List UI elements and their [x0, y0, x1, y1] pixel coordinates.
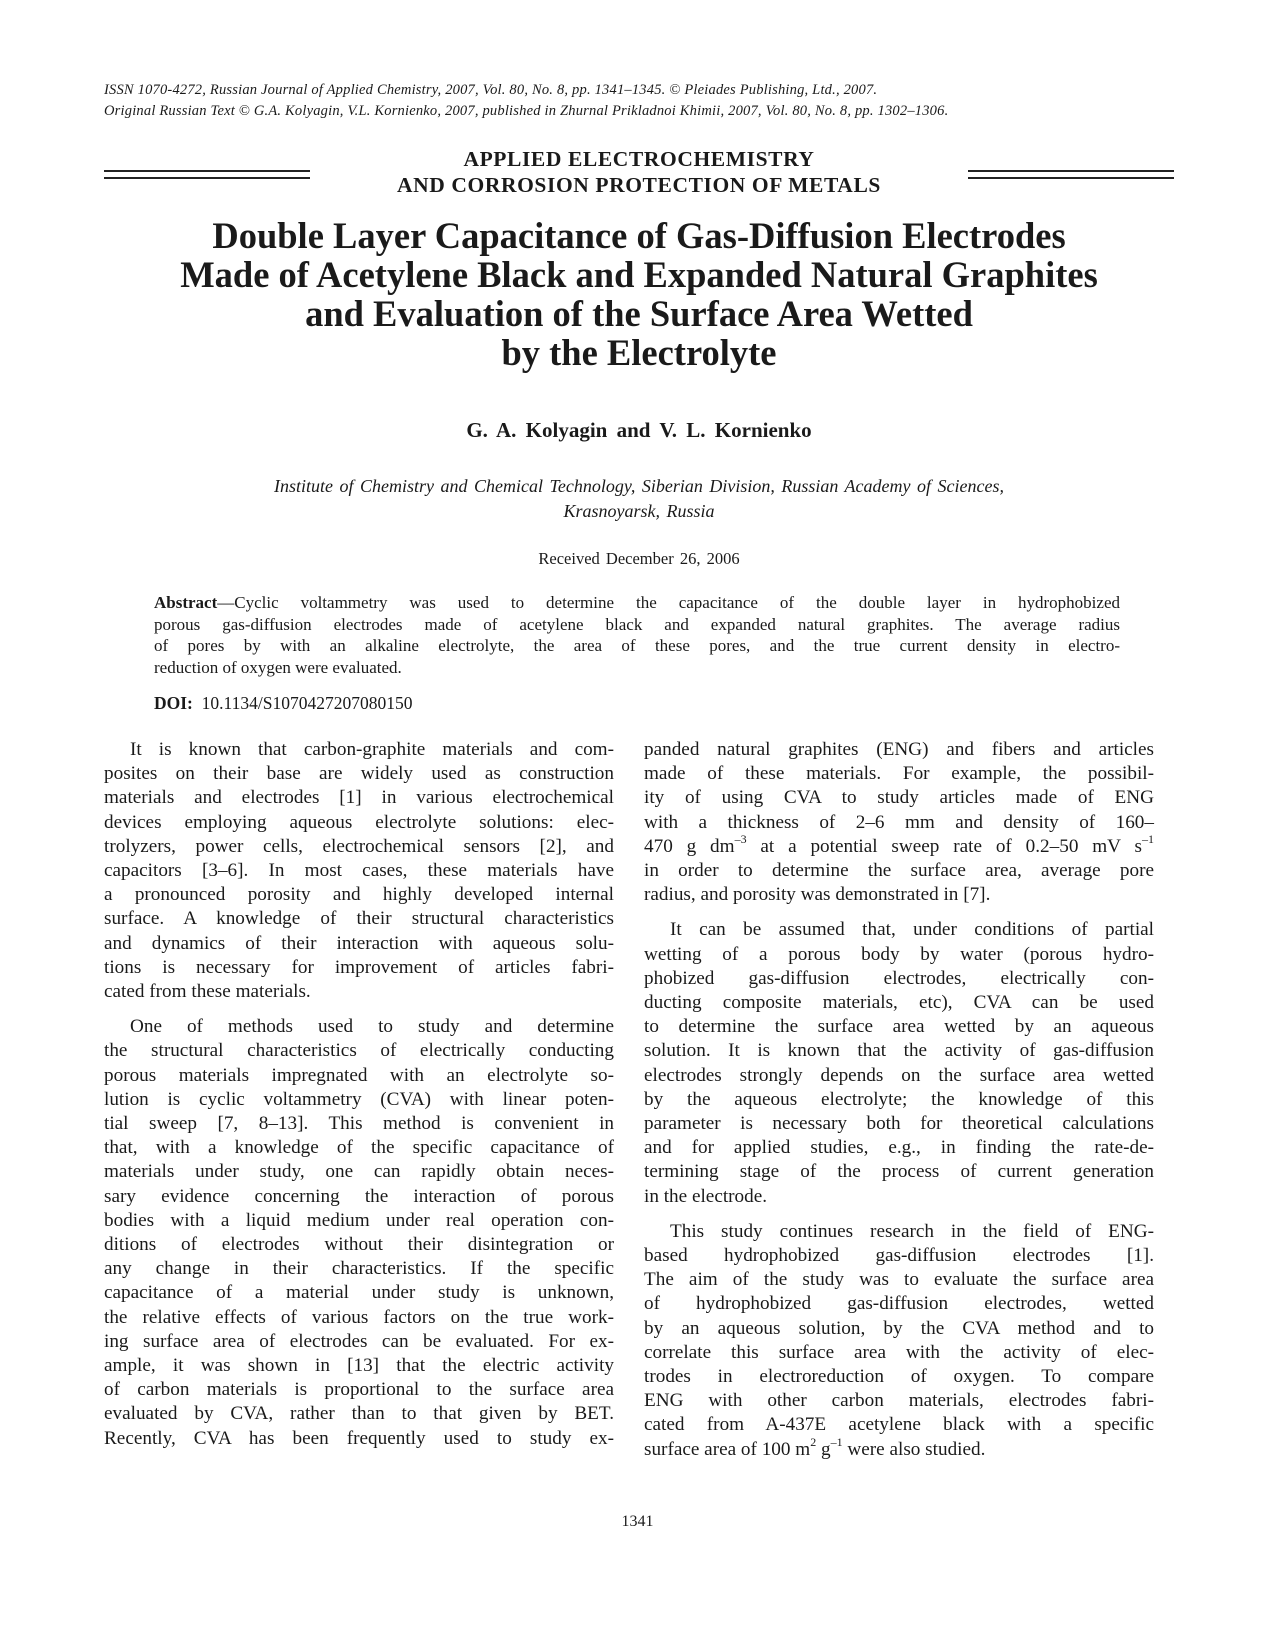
- body-line: the relative effects of various factors on the true work-: [104, 1306, 614, 1328]
- body-line: solution. It is known that the activity of gas-diffusion: [644, 1040, 1154, 1062]
- body-column-right: [644, 738, 1154, 1462]
- body-line: ducting composite materials, etc), CVA can be used: [644, 992, 1154, 1014]
- body-line: trodes in electroreduction of oxygen. To compare: [644, 1366, 1154, 1388]
- body-line: materials and electrodes [1] in various electrochemical: [104, 787, 614, 809]
- affiliation: [104, 474, 1174, 524]
- body-line: Recently, CVA has been frequently used to study ex-: [104, 1427, 614, 1449]
- superscript: –1: [830, 1435, 843, 1450]
- body-line: capacitance of a material under study is unknown,: [104, 1282, 614, 1304]
- body-line: cated from A-437E acetylene black with a specific: [644, 1414, 1154, 1436]
- body-line: that, with a knowledge of the specific capacitance of: [104, 1137, 614, 1159]
- abstract-line: [154, 592, 1120, 614]
- body-line: bodies with a liquid medium under real operation con-: [104, 1209, 614, 1231]
- body-line: wetting of a porous body by water (porous hydro-: [644, 943, 1154, 965]
- body-line: evaluated by CVA, rather than to that given by BET.: [104, 1403, 614, 1425]
- body-text: at a potential sweep rate of 0.2–50 mV s: [746, 835, 1142, 857]
- body-line: based hydrophobized gas-diffusion electrodes [1].: [644, 1245, 1154, 1267]
- body-text: were also studied.: [842, 1438, 986, 1460]
- body-line: tial sweep [7, 8–13]. This method is convenient in: [104, 1113, 614, 1135]
- body-line: in the electrode.: [644, 1185, 768, 1207]
- title-line: by the Electrolyte: [501, 332, 777, 373]
- body-text: 470 g dm: [644, 835, 735, 857]
- abstract-line: reduction of oxygen were evaluated.: [154, 657, 402, 677]
- abstract-line: porous gas-diffusion electrodes made of acetylene black and expanded natural graphites. The average radius: [154, 614, 1120, 634]
- body-line: radius, and porosity was demonstrated in [7].: [644, 884, 991, 906]
- body-line: with a thickness of 2–6 mm and density of 160–: [644, 811, 1154, 833]
- body-line: to determine the surface area wetted by an aqueous: [644, 1016, 1154, 1038]
- superscript: –3: [734, 832, 747, 847]
- body-line: any change in their characteristics. If the specific: [104, 1258, 614, 1280]
- body-line: made of these materials. For example, the possibil-: [644, 763, 1154, 785]
- body-line: phobized gas-diffusion electrodes, electrically con-: [644, 967, 1154, 989]
- superscript: 2: [810, 1435, 817, 1450]
- body-line: electrodes strongly depends on the surface area wetted: [644, 1064, 1154, 1086]
- section-rule-right: [968, 170, 1174, 179]
- body-text: surface area of 100 m: [644, 1438, 811, 1460]
- body-line: ity of using CVA to study articles made of ENG: [644, 787, 1154, 809]
- body-line: It can be assumed that, under conditions of partial: [670, 919, 1154, 941]
- body-line: and for applied studies, e.g., in finding the rate-de-: [644, 1137, 1154, 1159]
- body-line: ENG with other carbon materials, electrodes fabri-: [644, 1390, 1154, 1412]
- body-line: [644, 1435, 1154, 1462]
- authors: G. A. Kolyagin and V. L. Kornienko: [466, 418, 812, 442]
- body-line: It is known that carbon-graphite materials and com-: [130, 739, 614, 760]
- section-heading: [104, 146, 1174, 202]
- page-number: 1341: [621, 1513, 654, 1530]
- body-line: and dynamics of their interaction with aqueous solu-: [104, 932, 614, 954]
- body-line: ing surface area of electrodes can be evaluated. For ex-: [104, 1330, 614, 1352]
- body-line: materials under study, one can rapidly obtain neces-: [104, 1161, 614, 1183]
- body-line: by the aqueous electrolyte; the knowledge of this: [644, 1088, 1154, 1110]
- section-rule-left: [104, 170, 310, 179]
- paper-title: [104, 216, 1174, 372]
- section-title-line: APPLIED ELECTROCHEMISTRY: [463, 147, 815, 171]
- body-line: ample, it was shown in [13] that the electric activity: [104, 1355, 614, 1377]
- body-line: of hydrophobized gas-diffusion electrodes, wetted: [644, 1293, 1154, 1315]
- received-date: Received December 26, 2006: [538, 549, 740, 568]
- body-line: correlate this surface area with the activity of elec-: [644, 1341, 1154, 1363]
- title-line: Double Layer Capacitance of Gas-Diffusion Electrodes: [212, 215, 1066, 256]
- paragraph-gap: [644, 1209, 1154, 1220]
- affiliation-line: Institute of Chemistry and Chemical Technology, Siberian Division, Russian Academy of Sciences,: [274, 476, 1004, 496]
- doi-label: DOI:: [154, 693, 193, 713]
- body-line: tions is necessary for improvement of articles fabri-: [104, 956, 614, 978]
- body-line: [644, 832, 1154, 859]
- body-line: by an aqueous solution, by the CVA method and to: [644, 1317, 1154, 1339]
- header-citation-line: ISSN 1070-4272, Russian Journal of Applied Chemistry, 2007, Vol. 80, No. 8, pp. 1341–1345. © Pleiades Publishing, Ltd., 2007.: [104, 82, 878, 98]
- body-line: in order to determine the surface area, average pore: [644, 860, 1154, 882]
- body-line: lution is cyclic voltammetry (CVA) with linear poten-: [104, 1088, 614, 1110]
- body-line: ditions of electrodes without their disintegration or: [104, 1234, 614, 1256]
- title-line: Made of Acetylene Black and Expanded Natural Graphites: [180, 254, 1098, 295]
- body-line: parameter is necessary both for theoretical calculations: [644, 1113, 1154, 1135]
- body-line: trolyzers, power cells, electrochemical sensors [2], and: [104, 835, 614, 857]
- body-line: The aim of the study was to evaluate the surface area: [644, 1269, 1154, 1291]
- abstract-text: —Cyclic voltammetry was used to determine the capacitance of the double layer in hydrophobized: [217, 593, 1120, 612]
- body-line: posites on their base are widely used as construction: [104, 763, 614, 785]
- body-line: One of methods used to study and determine: [130, 1016, 614, 1038]
- section-title: [324, 146, 954, 198]
- body-line: porous materials impregnated with an electrolyte so-: [104, 1064, 614, 1086]
- doi: [154, 693, 412, 714]
- section-title-line: AND CORROSION PROTECTION OF METALS: [397, 173, 881, 197]
- body-line: surface. A knowledge of their structural characteristics: [104, 908, 614, 930]
- body-text: g: [816, 1438, 831, 1460]
- body-line: the structural characteristics of electrically conducting: [104, 1040, 614, 1062]
- body-line: panded natural graphites (ENG) and fibers and articles: [644, 739, 1154, 760]
- body-line: cated from these materials.: [104, 981, 311, 1003]
- abstract-line: of pores by with an alkaline electrolyte, the area of these pores, and the true current density in electro-: [154, 636, 1120, 656]
- doi-value: 10.1134/S1070427207080150: [201, 693, 413, 713]
- paragraph-gap: [104, 1004, 614, 1015]
- superscript: –1: [1142, 832, 1154, 847]
- header-original-line: Original Russian Text © G.A. Kolyagin, V.L. Kornienko, 2007, published in Zhurnal Prikladnoi Khimii, 2007, Vol. 80, No. 8, pp. 1302–1306.: [104, 103, 949, 119]
- body-line: of carbon materials is proportional to the surface area: [104, 1379, 614, 1401]
- body-line: termining stage of the process of current generation: [644, 1161, 1154, 1183]
- title-line: and Evaluation of the Surface Area Wetted: [305, 293, 973, 334]
- abstract: [154, 592, 1120, 678]
- paragraph-gap: [644, 907, 1154, 918]
- body-line: capacitors [3–6]. In most cases, these materials have: [104, 860, 614, 882]
- body-line: devices employing aqueous electrolyte solutions: elec-: [104, 811, 614, 833]
- body-line: This study continues research in the field of ENG-: [670, 1220, 1154, 1242]
- journal-header: [104, 80, 1174, 122]
- body-line: sary evidence concerning the interaction of porous: [104, 1185, 614, 1207]
- body-line: a pronounced porosity and highly developed internal: [104, 884, 614, 906]
- abstract-label: Abstract: [154, 593, 218, 612]
- body-column-left: [104, 738, 614, 1451]
- affiliation-line: Krasnoyarsk, Russia: [563, 501, 715, 521]
